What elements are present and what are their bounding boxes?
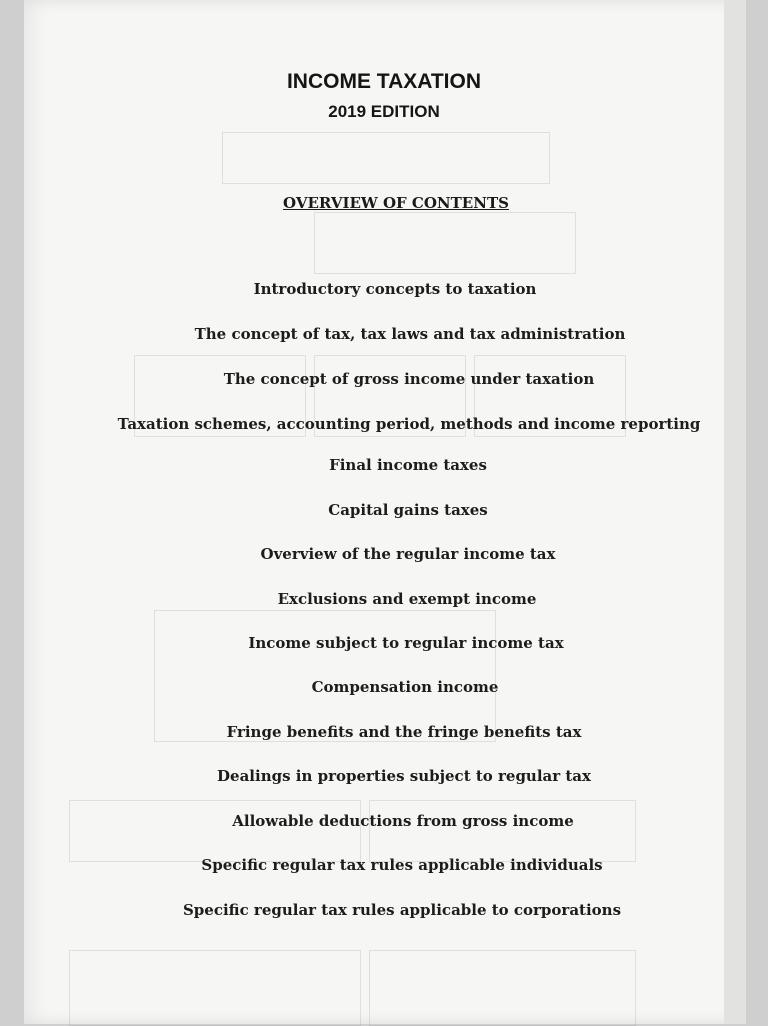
contents-item: Allowable deductions from gross income bbox=[232, 812, 574, 830]
contents-item: Overview of the regular income tax bbox=[260, 545, 556, 563]
contents-item: Final income taxes bbox=[329, 456, 487, 474]
contents-item: The concept of gross income under taxation bbox=[223, 370, 595, 388]
contents-item: Exclusions and exempt income bbox=[277, 590, 537, 608]
contents-item: Fringe benefits and the fringe benefits tax bbox=[226, 723, 582, 741]
contents-item: The concept of tax, tax laws and tax administration bbox=[194, 325, 626, 343]
contents-item: Income subject to regular income tax bbox=[248, 634, 564, 652]
contents-item: Capital gains taxes bbox=[328, 501, 488, 519]
contents-item: Compensation income bbox=[311, 678, 499, 696]
contents-item: Dealings in properties subject to regular tax bbox=[217, 767, 591, 785]
contents-item: Specific regular tax rules applicable to corporations bbox=[182, 901, 622, 919]
contents-item: Taxation schemes, accounting period, methods and income reporting bbox=[117, 415, 701, 433]
document-edition: 2019 EDITION bbox=[328, 102, 440, 121]
contents-item: Specific regular tax rules applicable individuals bbox=[201, 856, 603, 874]
document-title: INCOME TAXATION bbox=[286, 70, 482, 93]
contents-item: Introductory concepts to taxation bbox=[253, 280, 537, 298]
section-heading: OVERVIEW OF CONTENTS bbox=[283, 194, 509, 212]
